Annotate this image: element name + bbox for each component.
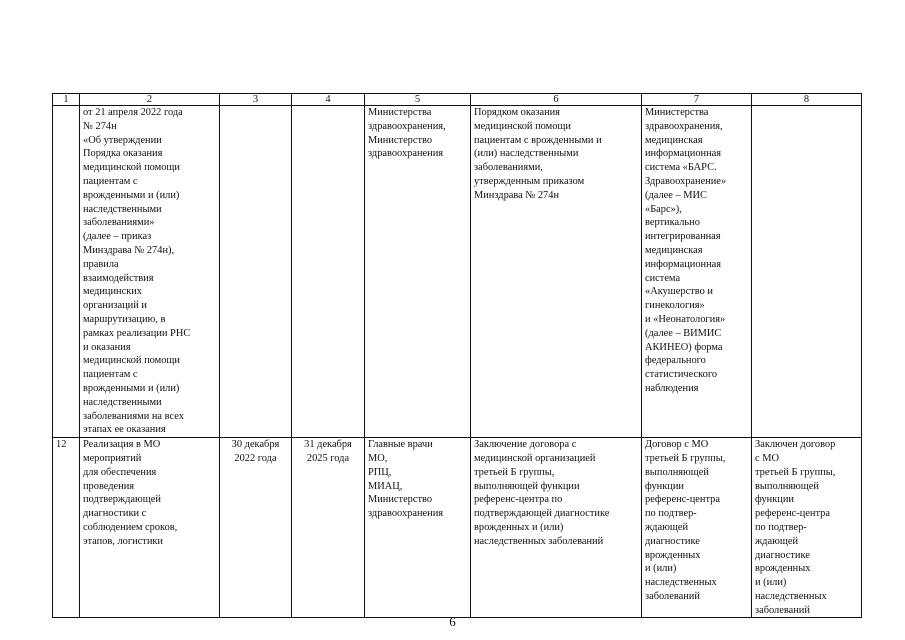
- responsible-cell: Министерства здравоохранения, Министерство здравоохранения: [365, 106, 471, 438]
- control-form-cell: Министерства здравоохранения, медицинская информационная система «БАРС. Здравоохранение» (далее – МИС «Барс»), вертикально интегрированная медицинская информационная система «Акушерство и гинекология» и «Неонатология» (далее – ВИМИС АКИНЕО) форма федерального статистического наблюдения: [642, 106, 752, 438]
- column-number: 1: [53, 94, 80, 106]
- table-row: [53, 106, 862, 438]
- result-cell: Порядком оказания медицинской помощи пациентам с врожденными и (или) наследственными заболеваниями, утвержденным приказом Минздрава № 274н: [471, 106, 642, 438]
- responsible-cell: Главные врачи МО, РПЦ, МИАЦ, Министерство здравоохранения: [365, 438, 471, 618]
- end-date-cell: [292, 106, 365, 438]
- measure-cell: Реализация в МО мероприятий для обеспечения проведения подтверждающей диагностики с соблюдением сроков, этапов, логистики: [80, 438, 220, 618]
- measures-table: [52, 93, 862, 618]
- row-number-cell: [53, 106, 80, 438]
- start-date-cell: 30 декабря 2022 года: [220, 438, 292, 618]
- result-cell: Заключение договора с медицинской организацией третьей Б группы, выполняющей функции референс-центра по подтверждающей диагностике врожденных и (или) наследственных заболеваний: [471, 438, 642, 618]
- column-number: 5: [365, 94, 471, 106]
- column-number: 4: [292, 94, 365, 106]
- column-number: 7: [642, 94, 752, 106]
- row-number-cell: 12: [53, 438, 80, 618]
- column-number: 3: [220, 94, 292, 106]
- control-form-cell: Договор с МО третьей Б группы, выполняющей функции референс-центра по подтвер- ждающей диагностике врожденных и (или) наследственных заболеваний: [642, 438, 752, 618]
- table-row: [53, 438, 862, 618]
- end-date-cell: 31 декабря 2025 года: [292, 438, 365, 618]
- column-number: 8: [752, 94, 862, 106]
- column-number-row: [53, 94, 862, 106]
- column-number: 2: [80, 94, 220, 106]
- measure-cell: от 21 апреля 2022 года № 274н «Об утверждении Порядка оказания медицинской помощи пациентам с врожденными и (или) наследственными заболеваниями» (далее – приказ Минздрава № 274н), правила взаимодействия медицинских организаций и маршрутизацию, в рамках реализации РНС и оказания медицинской помощи пациентам с врожденными и (или) наследственными заболеваниями на всех этапах ее оказания: [80, 106, 220, 438]
- status-cell: Заключен договор с МО третьей Б группы, выполняющей функции референс-центра по подтвер- ждающей диагностике врожденных и (или) наследственных заболеваний: [752, 438, 862, 618]
- page-number: 6: [449, 614, 456, 629]
- column-number: 6: [471, 94, 642, 106]
- start-date-cell: [220, 106, 292, 438]
- status-cell: [752, 106, 862, 438]
